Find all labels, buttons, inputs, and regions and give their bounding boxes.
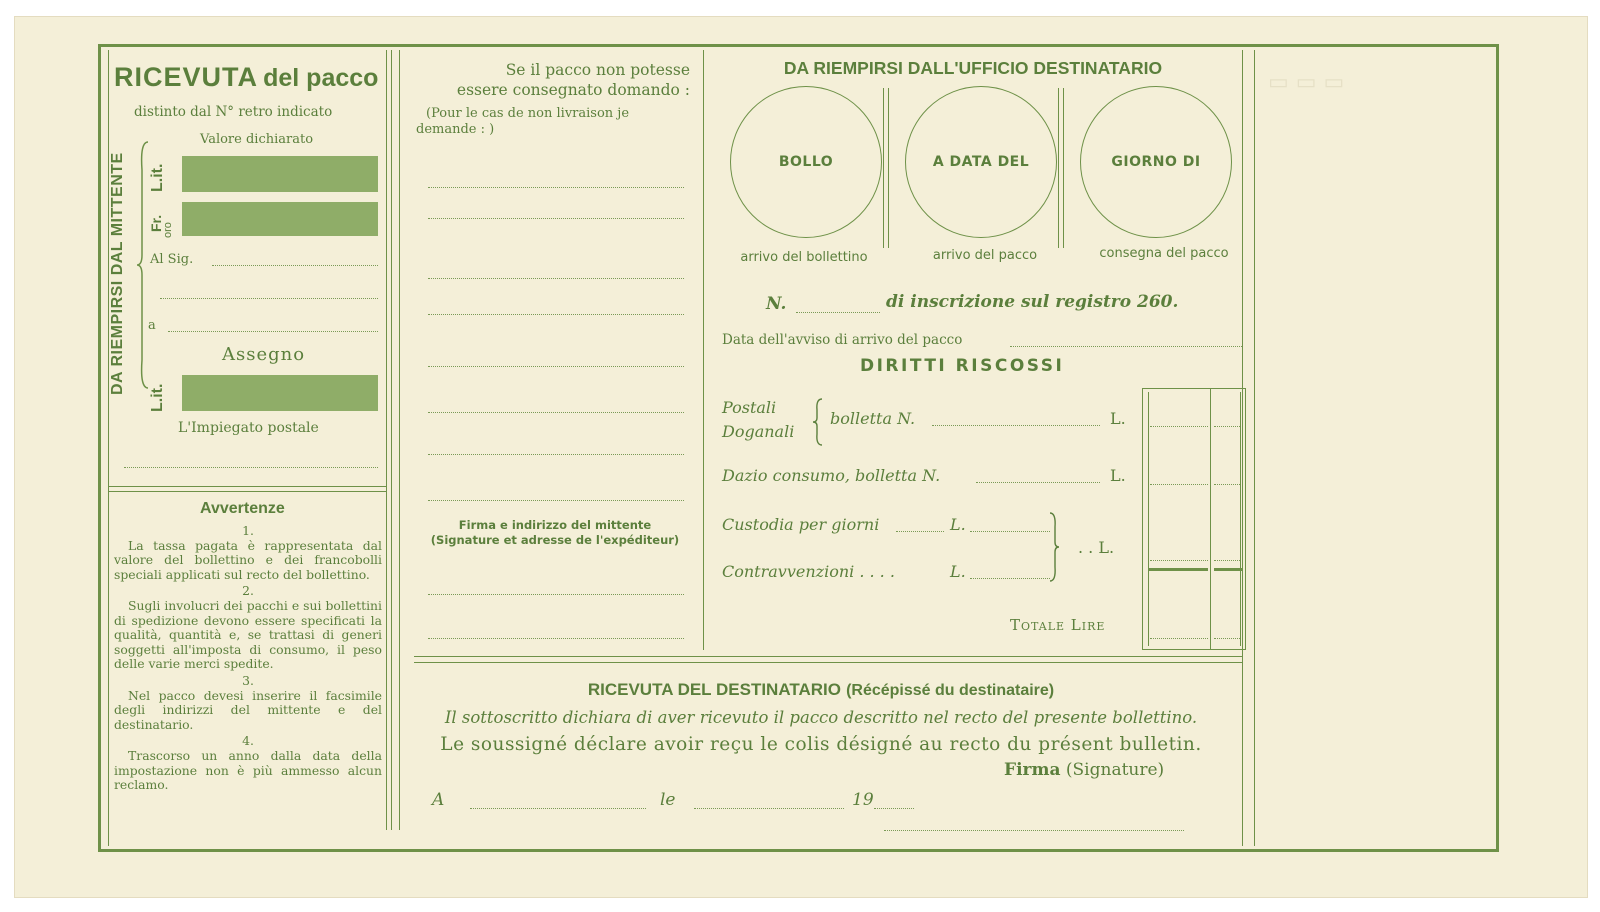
declaration-fr: Le soussigné déclare avoir reçu le colis désigné au recto du présent bulletin. bbox=[440, 734, 1202, 755]
place-line[interactable] bbox=[470, 808, 646, 809]
amount-line[interactable] bbox=[1214, 484, 1240, 485]
signature-label: (Signature) bbox=[1065, 760, 1165, 780]
instruction-line[interactable] bbox=[428, 500, 684, 501]
note-text: La tassa pagata è rappresentata dal valore del bollettino e dei francobolli speciali applicati sul recto del bollettino. bbox=[114, 537, 382, 582]
n-label: N. bbox=[766, 294, 787, 314]
contrav-label: Contravvenzioni . . . . bbox=[722, 562, 895, 581]
address-line[interactable] bbox=[160, 298, 378, 299]
instruction-line-1: Se il pacco non potesse bbox=[505, 61, 690, 79]
l-mark: L. bbox=[950, 515, 966, 534]
l-mark: . . L. bbox=[1078, 538, 1115, 557]
fr-label: Fr. bbox=[148, 214, 164, 232]
valore-fr-field[interactable] bbox=[182, 202, 378, 236]
bleed-through-mark: ▭ ▭ ▭ bbox=[1268, 70, 1345, 95]
instruction-line[interactable] bbox=[428, 278, 684, 279]
receipt-title bbox=[114, 62, 378, 93]
registro-number-line[interactable] bbox=[796, 312, 880, 313]
custodia-label: Custodia per giorni bbox=[722, 515, 880, 534]
stamp-circle-label: GIORNO DI bbox=[1111, 154, 1201, 170]
instructions-fr bbox=[416, 106, 692, 138]
amounts-box bbox=[1142, 388, 1246, 650]
instruction-line[interactable] bbox=[428, 412, 684, 413]
a-label: a bbox=[148, 318, 156, 333]
stamp-circle-label: A DATA DEL bbox=[932, 154, 1030, 170]
a-place-label: A bbox=[432, 790, 445, 810]
doganali-label: Doganali bbox=[722, 422, 795, 441]
ricevuta-destinatario-title bbox=[400, 680, 1242, 700]
custodia-amount-line[interactable] bbox=[970, 531, 1050, 532]
brace-icon bbox=[812, 398, 824, 446]
year-label: 19 bbox=[852, 790, 874, 810]
avvertenze-title: Avvertenze bbox=[200, 500, 285, 517]
instruction-fr-2: demande : ) bbox=[416, 122, 495, 137]
total-amount-line[interactable] bbox=[1150, 638, 1208, 639]
stamp-circle-data bbox=[905, 86, 1057, 238]
amount-line[interactable] bbox=[1150, 484, 1208, 485]
l-mark: L. bbox=[1110, 409, 1126, 428]
al-sig-label: Al Sig. bbox=[150, 252, 194, 267]
instruction-line[interactable] bbox=[428, 218, 684, 219]
valore-label: Valore dichiarato bbox=[200, 132, 314, 147]
assegno-field[interactable] bbox=[182, 375, 378, 411]
destination-line[interactable] bbox=[168, 331, 378, 332]
al-sig-line[interactable] bbox=[212, 265, 378, 266]
vertical-mittente-label: DA RIEMPIRSI DAL MITTENTE bbox=[109, 152, 126, 395]
lit-label: L.it. bbox=[149, 163, 166, 192]
note-text: Nel pacco devesi inserire il facsimile degli indirizzi del mittente e del destinatario. bbox=[114, 687, 382, 732]
lit-label-2: L.it. bbox=[149, 383, 166, 412]
signature-line[interactable] bbox=[884, 830, 1184, 831]
instructions-block bbox=[406, 60, 690, 100]
l-mark: L. bbox=[1110, 466, 1126, 485]
firma-mittente-line[interactable] bbox=[428, 594, 684, 595]
stamp-circle-giorno bbox=[1080, 86, 1232, 238]
instruction-line[interactable] bbox=[428, 454, 684, 455]
year-line[interactable] bbox=[874, 808, 914, 809]
instruction-line-2: essere consegnato domando : bbox=[456, 81, 690, 99]
firma-mittente-it: Firma e indirizzo del mittente bbox=[458, 518, 652, 532]
note-text: Sugli involucri dei pacchi e sui bollettini di spedizione devono essere specificati la qualità, quantità e, se trattasi di generi soggetti all'imposta di consumo, il peso delle varie merci spedite. bbox=[114, 597, 382, 672]
firma-label: Firma bbox=[1004, 760, 1061, 780]
custodia-days-line[interactable] bbox=[896, 531, 944, 532]
oro-label: oro bbox=[162, 222, 174, 238]
amount-line[interactable] bbox=[1150, 426, 1208, 427]
impiegato-signature-line[interactable] bbox=[124, 467, 378, 468]
ricevuta-destinatario-it: RICEVUTA DEL DESTINATARIO bbox=[587, 680, 841, 699]
instruction-line[interactable] bbox=[428, 314, 684, 315]
total-amount-line[interactable] bbox=[1214, 638, 1240, 639]
valore-lit-field[interactable] bbox=[182, 156, 378, 192]
stamp-circle-label: BOLLO bbox=[778, 154, 834, 170]
circle-caption: arrivo del pacco bbox=[932, 248, 1038, 263]
circle-caption: consegna del pacco bbox=[1099, 246, 1229, 261]
firma-mittente-label bbox=[410, 518, 700, 548]
avvertenze-notes bbox=[114, 524, 382, 793]
note-number: 4. bbox=[242, 733, 254, 749]
receipt-title-main: RICEVUTA bbox=[114, 62, 259, 92]
date-line[interactable] bbox=[694, 808, 844, 809]
instruction-fr-1: (Pour le cas de non livraison je bbox=[426, 106, 630, 121]
diritti-title: DIRITTI RISCOSSI bbox=[860, 356, 1065, 376]
registro-label: di inscrizione sul registro 260. bbox=[886, 292, 1179, 312]
assegno-label: Assegno bbox=[222, 344, 306, 365]
contrav-amount-line[interactable] bbox=[970, 578, 1050, 579]
ufficio-header: DA RIEMPIRSI DALL'UFFICIO DESTINATARIO bbox=[783, 58, 1163, 78]
totale-label: Totale Lire bbox=[1010, 616, 1106, 634]
instruction-line[interactable] bbox=[428, 187, 684, 188]
amount-line[interactable] bbox=[1150, 560, 1208, 561]
instruction-line[interactable] bbox=[428, 366, 684, 367]
receipt-subtitle: distinto dal N° retro indicato bbox=[134, 104, 333, 120]
l-mark: L. bbox=[950, 562, 966, 581]
receipt-title-rest: del pacco bbox=[263, 64, 379, 92]
l-mark-text: L. bbox=[1098, 538, 1115, 557]
stamp-circle-bollo bbox=[730, 86, 882, 238]
ricevuta-destinatario-fr: (Récépissé du destinataire) bbox=[846, 682, 1055, 699]
firma-mittente-line[interactable] bbox=[428, 638, 684, 639]
postali-doganali-label bbox=[722, 396, 794, 444]
impiegato-label: L'Impiegato postale bbox=[178, 420, 319, 436]
data-avviso-line[interactable] bbox=[1010, 346, 1242, 347]
note-number: 2. bbox=[242, 583, 254, 599]
total-rule bbox=[1214, 568, 1242, 571]
declaration-it: Il sottoscritto dichiara di aver ricevuto il pacco descritto nel recto del presente bollettino. bbox=[444, 708, 1198, 727]
firma-signature-label bbox=[1004, 760, 1164, 780]
circle-caption: arrivo del bollettino bbox=[740, 250, 868, 265]
dazio-label: Dazio consumo, bolletta N. bbox=[722, 466, 941, 485]
bolletta-line[interactable] bbox=[932, 425, 1100, 426]
note-number: 1. bbox=[242, 523, 254, 538]
bolletta-label: bolletta N. bbox=[830, 409, 916, 428]
amount-line[interactable] bbox=[1214, 560, 1240, 561]
firma-mittente-fr: (Signature et adresse de l'expéditeur) bbox=[430, 533, 680, 547]
brace-icon bbox=[1048, 512, 1060, 582]
data-avviso-label: Data dell'avviso di arrivo del pacco bbox=[722, 332, 963, 348]
note-text: Trascorso un anno dalla data della impostazione non è più ammesso alcun reclamo. bbox=[114, 747, 382, 793]
le-label: le bbox=[660, 790, 676, 810]
dazio-line[interactable] bbox=[976, 482, 1100, 483]
total-rule bbox=[1148, 568, 1208, 571]
postali-label: Postali bbox=[722, 398, 777, 417]
amount-line[interactable] bbox=[1214, 426, 1240, 427]
note-number: 3. bbox=[242, 672, 254, 688]
